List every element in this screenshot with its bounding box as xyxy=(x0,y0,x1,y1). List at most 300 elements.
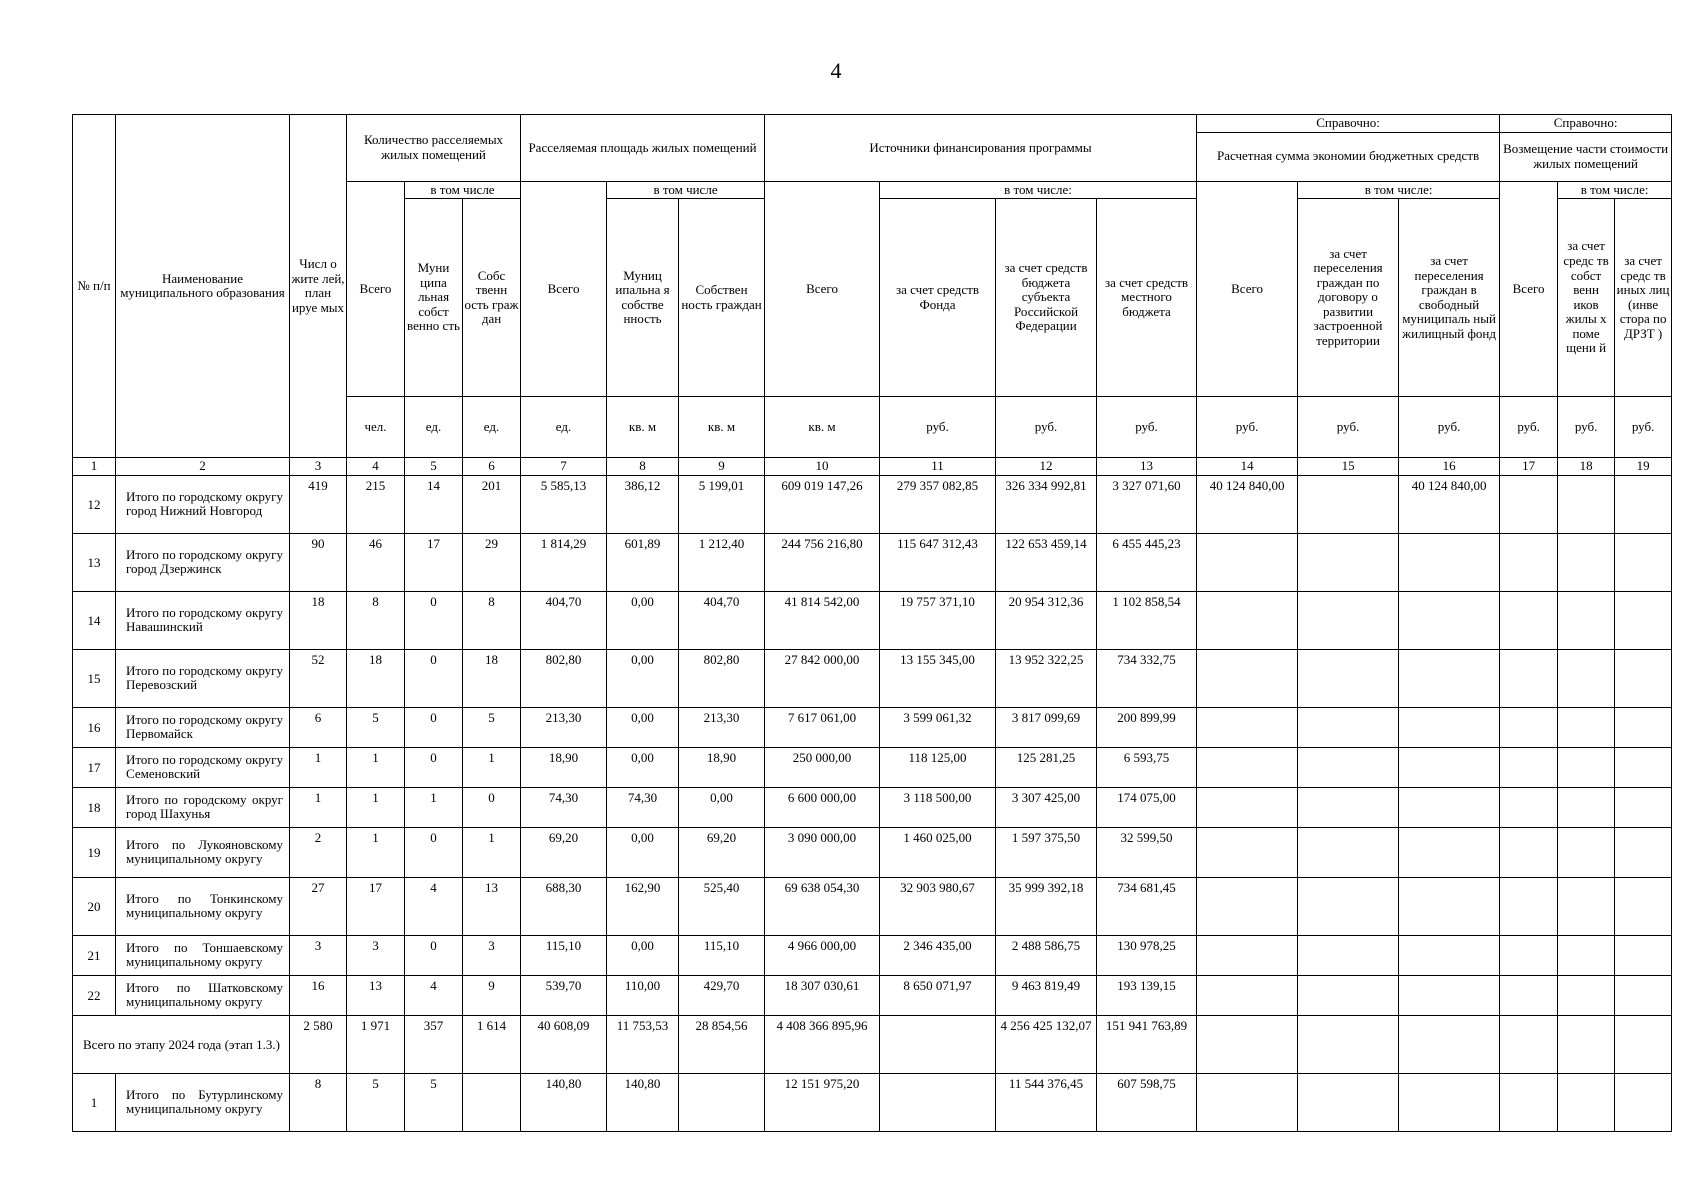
row-number: 16 xyxy=(73,707,116,747)
cell-fin-local: 734 332,75 xyxy=(1097,649,1197,707)
cell-area-total: 5 585,13 xyxy=(521,475,607,533)
cell-units-priv: 3 xyxy=(463,935,521,975)
col-number: 19 xyxy=(1615,458,1672,476)
cell-comp-owners xyxy=(1558,591,1615,649)
cell-econ-total xyxy=(1197,975,1298,1015)
header-comp-other: за счет средс тв иных лиц (инве стора по ДРЗТ ) xyxy=(1615,199,1672,397)
cell-comp-owners xyxy=(1558,747,1615,787)
cell-fin-fond xyxy=(880,1015,996,1073)
header-econ-group: Расчетная сумма экономии бюджетных средств xyxy=(1197,132,1500,181)
cell-fin-fond: 1 460 025,00 xyxy=(880,827,996,877)
header-comp-group: Возмещение части стоимости жилых помещений xyxy=(1500,132,1672,181)
table-row xyxy=(73,649,1672,707)
header-units-mun: Муни ципа льная собст венно сть xyxy=(405,199,463,397)
cell-fin-local: 130 978,25 xyxy=(1097,935,1197,975)
cell-units-mun: 14 xyxy=(405,475,463,533)
cell-comp-other xyxy=(1615,1073,1672,1131)
cell-econ-total xyxy=(1197,877,1298,935)
cell-area-priv: 404,70 xyxy=(679,591,765,649)
table-row xyxy=(73,787,1672,827)
unit-cell: руб. xyxy=(1500,397,1558,458)
cell-people: 27 xyxy=(290,877,347,935)
cell-units-mun: 0 xyxy=(405,707,463,747)
cell-comp-other xyxy=(1615,707,1672,747)
row-number: 1 xyxy=(73,1073,116,1131)
header-comp-owners: за счет средс тв собст венн иков жилы х поме щени й xyxy=(1558,199,1615,397)
row-number: 12 xyxy=(73,475,116,533)
cell-fin-total: 609 019 147,26 xyxy=(765,475,880,533)
cell-econ-free xyxy=(1399,787,1500,827)
cell-area-priv: 213,30 xyxy=(679,707,765,747)
header-area-group: Расселяемая площадь жилых помещений xyxy=(521,115,765,182)
cell-fin-rf: 3 817 099,69 xyxy=(996,707,1097,747)
table-row xyxy=(73,827,1672,877)
cell-comp-owners xyxy=(1558,475,1615,533)
header-fin-fond: за счет средств Фонда xyxy=(880,199,996,397)
col-number: 14 xyxy=(1197,458,1298,476)
cell-econ-free xyxy=(1399,591,1500,649)
cell-comp-other xyxy=(1615,877,1672,935)
cell-fin-total: 4 408 366 895,96 xyxy=(765,1015,880,1073)
cell-fin-total: 27 842 000,00 xyxy=(765,649,880,707)
cell-fin-fond: 3 118 500,00 xyxy=(880,787,996,827)
cell-area-total: 802,80 xyxy=(521,649,607,707)
cell-comp-owners xyxy=(1558,935,1615,975)
municipality-name: Итого по Тоншаевскому муниципальному округу xyxy=(116,935,290,975)
cell-fin-rf: 2 488 586,75 xyxy=(996,935,1097,975)
unit-cell: руб. xyxy=(1558,397,1615,458)
header-area-mun: Муниц ипальна я собстве нность xyxy=(607,199,679,397)
header-spravochno-econ: Справочно: xyxy=(1197,115,1500,133)
cell-people: 90 xyxy=(290,533,347,591)
cell-units-total: 17 xyxy=(347,877,405,935)
cell-comp-other xyxy=(1615,747,1672,787)
header-people: Числ о жите лей, план ируе мых xyxy=(290,115,347,458)
cell-fin-total: 244 756 216,80 xyxy=(765,533,880,591)
cell-comp-total xyxy=(1500,935,1558,975)
cell-econ-free xyxy=(1399,1015,1500,1073)
cell-units-mun: 4 xyxy=(405,877,463,935)
cell-econ-total xyxy=(1197,649,1298,707)
cell-area-mun: 0,00 xyxy=(607,591,679,649)
cell-fin-rf: 9 463 819,49 xyxy=(996,975,1097,1015)
cell-units-mun: 5 xyxy=(405,1073,463,1131)
cell-comp-owners xyxy=(1558,975,1615,1015)
cell-econ-free xyxy=(1399,707,1500,747)
cell-fin-rf: 125 281,25 xyxy=(996,747,1097,787)
header-units-total: Всего xyxy=(347,181,405,397)
cell-fin-rf: 122 653 459,14 xyxy=(996,533,1097,591)
municipality-name: Итого по Бутурлинскому муниципальному округу xyxy=(116,1073,290,1131)
cell-area-mun: 601,89 xyxy=(607,533,679,591)
cell-units-mun: 0 xyxy=(405,649,463,707)
municipality-name: Итого по городскому округу Перевозский xyxy=(116,649,290,707)
total-label: Всего по этапу 2024 года (этап 1.3.) xyxy=(73,1015,290,1073)
cell-units-priv: 0 xyxy=(463,787,521,827)
cell-fin-rf: 13 952 322,25 xyxy=(996,649,1097,707)
cell-comp-other xyxy=(1615,827,1672,877)
cell-area-priv: 18,90 xyxy=(679,747,765,787)
cell-econ-free xyxy=(1399,649,1500,707)
unit-cell: руб. xyxy=(880,397,996,458)
cell-comp-owners xyxy=(1558,877,1615,935)
cell-econ-drzt xyxy=(1298,1073,1399,1131)
table-row xyxy=(73,707,1672,747)
cell-fin-total: 3 090 000,00 xyxy=(765,827,880,877)
cell-comp-total xyxy=(1500,649,1558,707)
cell-comp-other xyxy=(1615,787,1672,827)
row-number: 13 xyxy=(73,533,116,591)
unit-cell: ед. xyxy=(463,397,521,458)
cell-units-priv: 1 614 xyxy=(463,1015,521,1073)
cell-comp-other xyxy=(1615,935,1672,975)
unit-cell: руб. xyxy=(1097,397,1197,458)
cell-econ-free xyxy=(1399,877,1500,935)
col-number: 10 xyxy=(765,458,880,476)
unit-cell: руб. xyxy=(1197,397,1298,458)
unit-cell: руб. xyxy=(1298,397,1399,458)
table-body xyxy=(73,115,1672,1132)
cell-fin-fond: 13 155 345,00 xyxy=(880,649,996,707)
cell-comp-total xyxy=(1500,707,1558,747)
cell-comp-other xyxy=(1615,1015,1672,1073)
cell-people: 8 xyxy=(290,1073,347,1131)
col-number: 17 xyxy=(1500,458,1558,476)
col-number: 7 xyxy=(521,458,607,476)
cell-units-total: 1 xyxy=(347,747,405,787)
cell-comp-owners xyxy=(1558,1073,1615,1131)
cell-units-priv: 9 xyxy=(463,975,521,1015)
cell-fin-rf: 1 597 375,50 xyxy=(996,827,1097,877)
cell-people: 2 580 xyxy=(290,1015,347,1073)
header-units-priv: Собс твенн ость граж дан xyxy=(463,199,521,397)
col-number: 12 xyxy=(996,458,1097,476)
cell-area-mun: 140,80 xyxy=(607,1073,679,1131)
row-number: 15 xyxy=(73,649,116,707)
cell-comp-total xyxy=(1500,975,1558,1015)
header-fin-total: Всего xyxy=(765,181,880,397)
cell-area-mun: 0,00 xyxy=(607,827,679,877)
cell-area-mun: 0,00 xyxy=(607,747,679,787)
cell-units-total: 1 xyxy=(347,827,405,877)
header-count-group: Количество расселяемых жилых помещений xyxy=(347,115,521,182)
unit-cell: руб. xyxy=(996,397,1097,458)
cell-units-priv: 18 xyxy=(463,649,521,707)
cell-units-total: 1 xyxy=(347,787,405,827)
header-area-priv: Собствен ность граждан xyxy=(679,199,765,397)
cell-econ-free xyxy=(1399,975,1500,1015)
cell-units-priv: 201 xyxy=(463,475,521,533)
header-econ-incl: в том числе: xyxy=(1298,181,1500,199)
cell-econ-drzt xyxy=(1298,1015,1399,1073)
row-number: 14 xyxy=(73,591,116,649)
cell-area-total: 539,70 xyxy=(521,975,607,1015)
unit-cell: ед. xyxy=(521,397,607,458)
cell-area-total: 140,80 xyxy=(521,1073,607,1131)
cell-area-priv: 28 854,56 xyxy=(679,1015,765,1073)
cell-econ-drzt xyxy=(1298,935,1399,975)
cell-area-mun: 386,12 xyxy=(607,475,679,533)
cell-fin-fond xyxy=(880,1073,996,1131)
municipality-name: Итого по Лукояновскому муниципальному округу xyxy=(116,827,290,877)
cell-fin-local: 151 941 763,89 xyxy=(1097,1015,1197,1073)
header-econ-total: Всего xyxy=(1197,181,1298,397)
col-number: 15 xyxy=(1298,458,1399,476)
municipality-name: Итого по городскому округу Первомайск xyxy=(116,707,290,747)
cell-fin-local: 734 681,45 xyxy=(1097,877,1197,935)
cell-units-total: 5 xyxy=(347,707,405,747)
cell-econ-drzt xyxy=(1298,975,1399,1015)
header-units-incl: в том числе xyxy=(405,181,521,199)
cell-units-mun: 17 xyxy=(405,533,463,591)
cell-units-total: 5 xyxy=(347,1073,405,1131)
unit-cell: руб. xyxy=(1615,397,1672,458)
unit-cell: кв. м xyxy=(607,397,679,458)
cell-comp-total xyxy=(1500,1073,1558,1131)
cell-fin-rf: 4 256 425 132,07 xyxy=(996,1015,1097,1073)
row-number: 19 xyxy=(73,827,116,877)
cell-fin-fond: 19 757 371,10 xyxy=(880,591,996,649)
cell-fin-rf: 20 954 312,36 xyxy=(996,591,1097,649)
cell-econ-total: 40 124 840,00 xyxy=(1197,475,1298,533)
cell-people: 419 xyxy=(290,475,347,533)
cell-units-mun: 4 xyxy=(405,975,463,1015)
cell-comp-owners xyxy=(1558,787,1615,827)
cell-units-mun: 0 xyxy=(405,935,463,975)
cell-area-priv xyxy=(679,1073,765,1131)
table-row xyxy=(73,935,1672,975)
cell-area-total: 688,30 xyxy=(521,877,607,935)
cell-area-total: 40 608,09 xyxy=(521,1015,607,1073)
cell-area-priv: 802,80 xyxy=(679,649,765,707)
table-row xyxy=(73,591,1672,649)
cell-econ-free xyxy=(1399,747,1500,787)
cell-econ-total xyxy=(1197,591,1298,649)
header-spravochno-comp: Справочно: xyxy=(1500,115,1672,133)
table-row xyxy=(73,475,1672,533)
cell-econ-total xyxy=(1197,787,1298,827)
cell-econ-total xyxy=(1197,1073,1298,1131)
cell-area-total: 74,30 xyxy=(521,787,607,827)
cell-comp-owners xyxy=(1558,1015,1615,1073)
cell-econ-free xyxy=(1399,533,1500,591)
cell-area-mun: 74,30 xyxy=(607,787,679,827)
cell-area-total: 69,20 xyxy=(521,827,607,877)
cell-comp-total xyxy=(1500,747,1558,787)
cell-fin-total: 4 966 000,00 xyxy=(765,935,880,975)
header-area-total: Всего xyxy=(521,181,607,397)
cell-econ-drzt xyxy=(1298,747,1399,787)
cell-fin-fond: 32 903 980,67 xyxy=(880,877,996,935)
cell-econ-drzt xyxy=(1298,827,1399,877)
table-row xyxy=(73,533,1672,591)
cell-econ-free xyxy=(1399,935,1500,975)
header-fin-local: за счет средств местного бюджета xyxy=(1097,199,1197,397)
cell-units-total: 3 xyxy=(347,935,405,975)
cell-comp-total xyxy=(1500,1015,1558,1073)
col-number: 6 xyxy=(463,458,521,476)
row-number: 17 xyxy=(73,747,116,787)
cell-econ-drzt xyxy=(1298,649,1399,707)
col-number: 18 xyxy=(1558,458,1615,476)
cell-units-priv: 5 xyxy=(463,707,521,747)
cell-people: 18 xyxy=(290,591,347,649)
cell-area-priv: 0,00 xyxy=(679,787,765,827)
row-number: 22 xyxy=(73,975,116,1015)
cell-area-mun: 0,00 xyxy=(607,707,679,747)
column-numbers-row xyxy=(73,458,1672,476)
municipality-name: Итого по городскому округу Семеновский xyxy=(116,747,290,787)
unit-cell: кв. м xyxy=(765,397,880,458)
cell-units-total: 215 xyxy=(347,475,405,533)
cell-fin-local: 6 455 445,23 xyxy=(1097,533,1197,591)
row-number: 18 xyxy=(73,787,116,827)
cell-units-total: 46 xyxy=(347,533,405,591)
cell-area-mun: 110,00 xyxy=(607,975,679,1015)
cell-units-total: 8 xyxy=(347,591,405,649)
cell-area-priv: 1 212,40 xyxy=(679,533,765,591)
cell-comp-owners xyxy=(1558,707,1615,747)
cell-units-priv xyxy=(463,1073,521,1131)
cell-econ-total xyxy=(1197,747,1298,787)
cell-area-total: 18,90 xyxy=(521,747,607,787)
table-row xyxy=(73,877,1672,935)
cell-comp-total xyxy=(1500,533,1558,591)
cell-comp-total xyxy=(1500,475,1558,533)
cell-fin-local: 193 139,15 xyxy=(1097,975,1197,1015)
cell-fin-total: 250 000,00 xyxy=(765,747,880,787)
cell-fin-rf: 3 307 425,00 xyxy=(996,787,1097,827)
cell-units-total: 1 971 xyxy=(347,1015,405,1073)
cell-fin-fond: 115 647 312,43 xyxy=(880,533,996,591)
table-row xyxy=(73,975,1672,1015)
cell-units-mun: 1 xyxy=(405,787,463,827)
cell-area-total: 213,30 xyxy=(521,707,607,747)
cell-econ-total xyxy=(1197,827,1298,877)
cell-units-total: 18 xyxy=(347,649,405,707)
cell-fin-fond: 8 650 071,97 xyxy=(880,975,996,1015)
cell-comp-owners xyxy=(1558,533,1615,591)
header-fin-rf: за счет средств бюджета субъекта Российской Федерации xyxy=(996,199,1097,397)
cell-units-mun: 0 xyxy=(405,827,463,877)
header-name: Наименование муниципального образования xyxy=(116,115,290,458)
unit-cell: чел. xyxy=(347,397,405,458)
cell-area-priv: 115,10 xyxy=(679,935,765,975)
header-comp-incl: в том числе: xyxy=(1558,181,1672,199)
col-number: 9 xyxy=(679,458,765,476)
page-number: 4 xyxy=(830,58,842,83)
header-fin-incl: в том числе: xyxy=(880,181,1197,199)
municipality-name: Итого по городскому округу город Дзержинск xyxy=(116,533,290,591)
col-number: 5 xyxy=(405,458,463,476)
cell-fin-fond: 279 357 082,85 xyxy=(880,475,996,533)
cell-units-mun: 0 xyxy=(405,591,463,649)
cell-people: 1 xyxy=(290,747,347,787)
total-row xyxy=(73,1015,1672,1073)
cell-comp-total xyxy=(1500,827,1558,877)
cell-people: 1 xyxy=(290,787,347,827)
cell-fin-total: 69 638 054,30 xyxy=(765,877,880,935)
cell-units-mun: 0 xyxy=(405,747,463,787)
cell-econ-free: 40 124 840,00 xyxy=(1399,475,1500,533)
cell-units-priv: 8 xyxy=(463,591,521,649)
cell-econ-total xyxy=(1197,1015,1298,1073)
cell-fin-total: 12 151 975,20 xyxy=(765,1073,880,1131)
municipality-name: Итого по городскому округ город Шахунья xyxy=(116,787,290,827)
cell-econ-free xyxy=(1399,1073,1500,1131)
cell-econ-drzt xyxy=(1298,707,1399,747)
cell-fin-local: 32 599,50 xyxy=(1097,827,1197,877)
cell-fin-local: 174 075,00 xyxy=(1097,787,1197,827)
header-fin-group: Источники финансирования программы xyxy=(765,115,1197,182)
cell-econ-drzt xyxy=(1298,533,1399,591)
municipality-name: Итого по городскому округу город Нижний Новгород xyxy=(116,475,290,533)
cell-people: 52 xyxy=(290,649,347,707)
cell-area-total: 1 814,29 xyxy=(521,533,607,591)
unit-cell: ед. xyxy=(405,397,463,458)
cell-people: 6 xyxy=(290,707,347,747)
cell-econ-total xyxy=(1197,935,1298,975)
cell-area-mun: 162,90 xyxy=(607,877,679,935)
cell-fin-rf: 326 334 992,81 xyxy=(996,475,1097,533)
cell-units-priv: 29 xyxy=(463,533,521,591)
municipality-name: Итого по городскому округу Навашинский xyxy=(116,591,290,649)
cell-units-priv: 1 xyxy=(463,827,521,877)
cell-fin-rf: 11 544 376,45 xyxy=(996,1073,1097,1131)
cell-people: 16 xyxy=(290,975,347,1015)
municipality-name: Итого по Тонкинскому муниципальному округу xyxy=(116,877,290,935)
cell-fin-total: 6 600 000,00 xyxy=(765,787,880,827)
cell-fin-local: 200 899,99 xyxy=(1097,707,1197,747)
cell-comp-other xyxy=(1615,975,1672,1015)
col-number: 1 xyxy=(73,458,116,476)
cell-area-priv: 525,40 xyxy=(679,877,765,935)
cell-fin-local: 3 327 071,60 xyxy=(1097,475,1197,533)
cell-comp-total xyxy=(1500,787,1558,827)
cell-fin-local: 607 598,75 xyxy=(1097,1073,1197,1131)
cell-comp-other xyxy=(1615,533,1672,591)
cell-people: 2 xyxy=(290,827,347,877)
unit-cell: руб. xyxy=(1399,397,1500,458)
header-econ-drzt: за счет переселения граждан по договору о развитии застроенной территории xyxy=(1298,199,1399,397)
header-area-incl: в том числе xyxy=(607,181,765,199)
col-number: 13 xyxy=(1097,458,1197,476)
cell-fin-fond: 118 125,00 xyxy=(880,747,996,787)
cell-area-total: 404,70 xyxy=(521,591,607,649)
cell-units-priv: 13 xyxy=(463,877,521,935)
cell-econ-drzt xyxy=(1298,877,1399,935)
cell-econ-total xyxy=(1197,533,1298,591)
cell-area-mun: 0,00 xyxy=(607,649,679,707)
cell-comp-owners xyxy=(1558,827,1615,877)
cell-comp-total xyxy=(1500,591,1558,649)
table-row xyxy=(73,747,1672,787)
cell-econ-drzt xyxy=(1298,475,1399,533)
cell-comp-total xyxy=(1500,877,1558,935)
municipality-name: Итого по Шатковскому муниципальному округу xyxy=(116,975,290,1015)
cell-fin-local: 6 593,75 xyxy=(1097,747,1197,787)
cell-fin-fond: 3 599 061,32 xyxy=(880,707,996,747)
cell-area-mun: 11 753,53 xyxy=(607,1015,679,1073)
cell-area-priv: 69,20 xyxy=(679,827,765,877)
cell-econ-drzt xyxy=(1298,787,1399,827)
resettlement-table xyxy=(72,114,1672,1132)
cell-units-total: 13 xyxy=(347,975,405,1015)
cell-fin-local: 1 102 858,54 xyxy=(1097,591,1197,649)
cell-area-total: 115,10 xyxy=(521,935,607,975)
header-num: № п/п xyxy=(73,115,116,458)
col-number: 3 xyxy=(290,458,347,476)
